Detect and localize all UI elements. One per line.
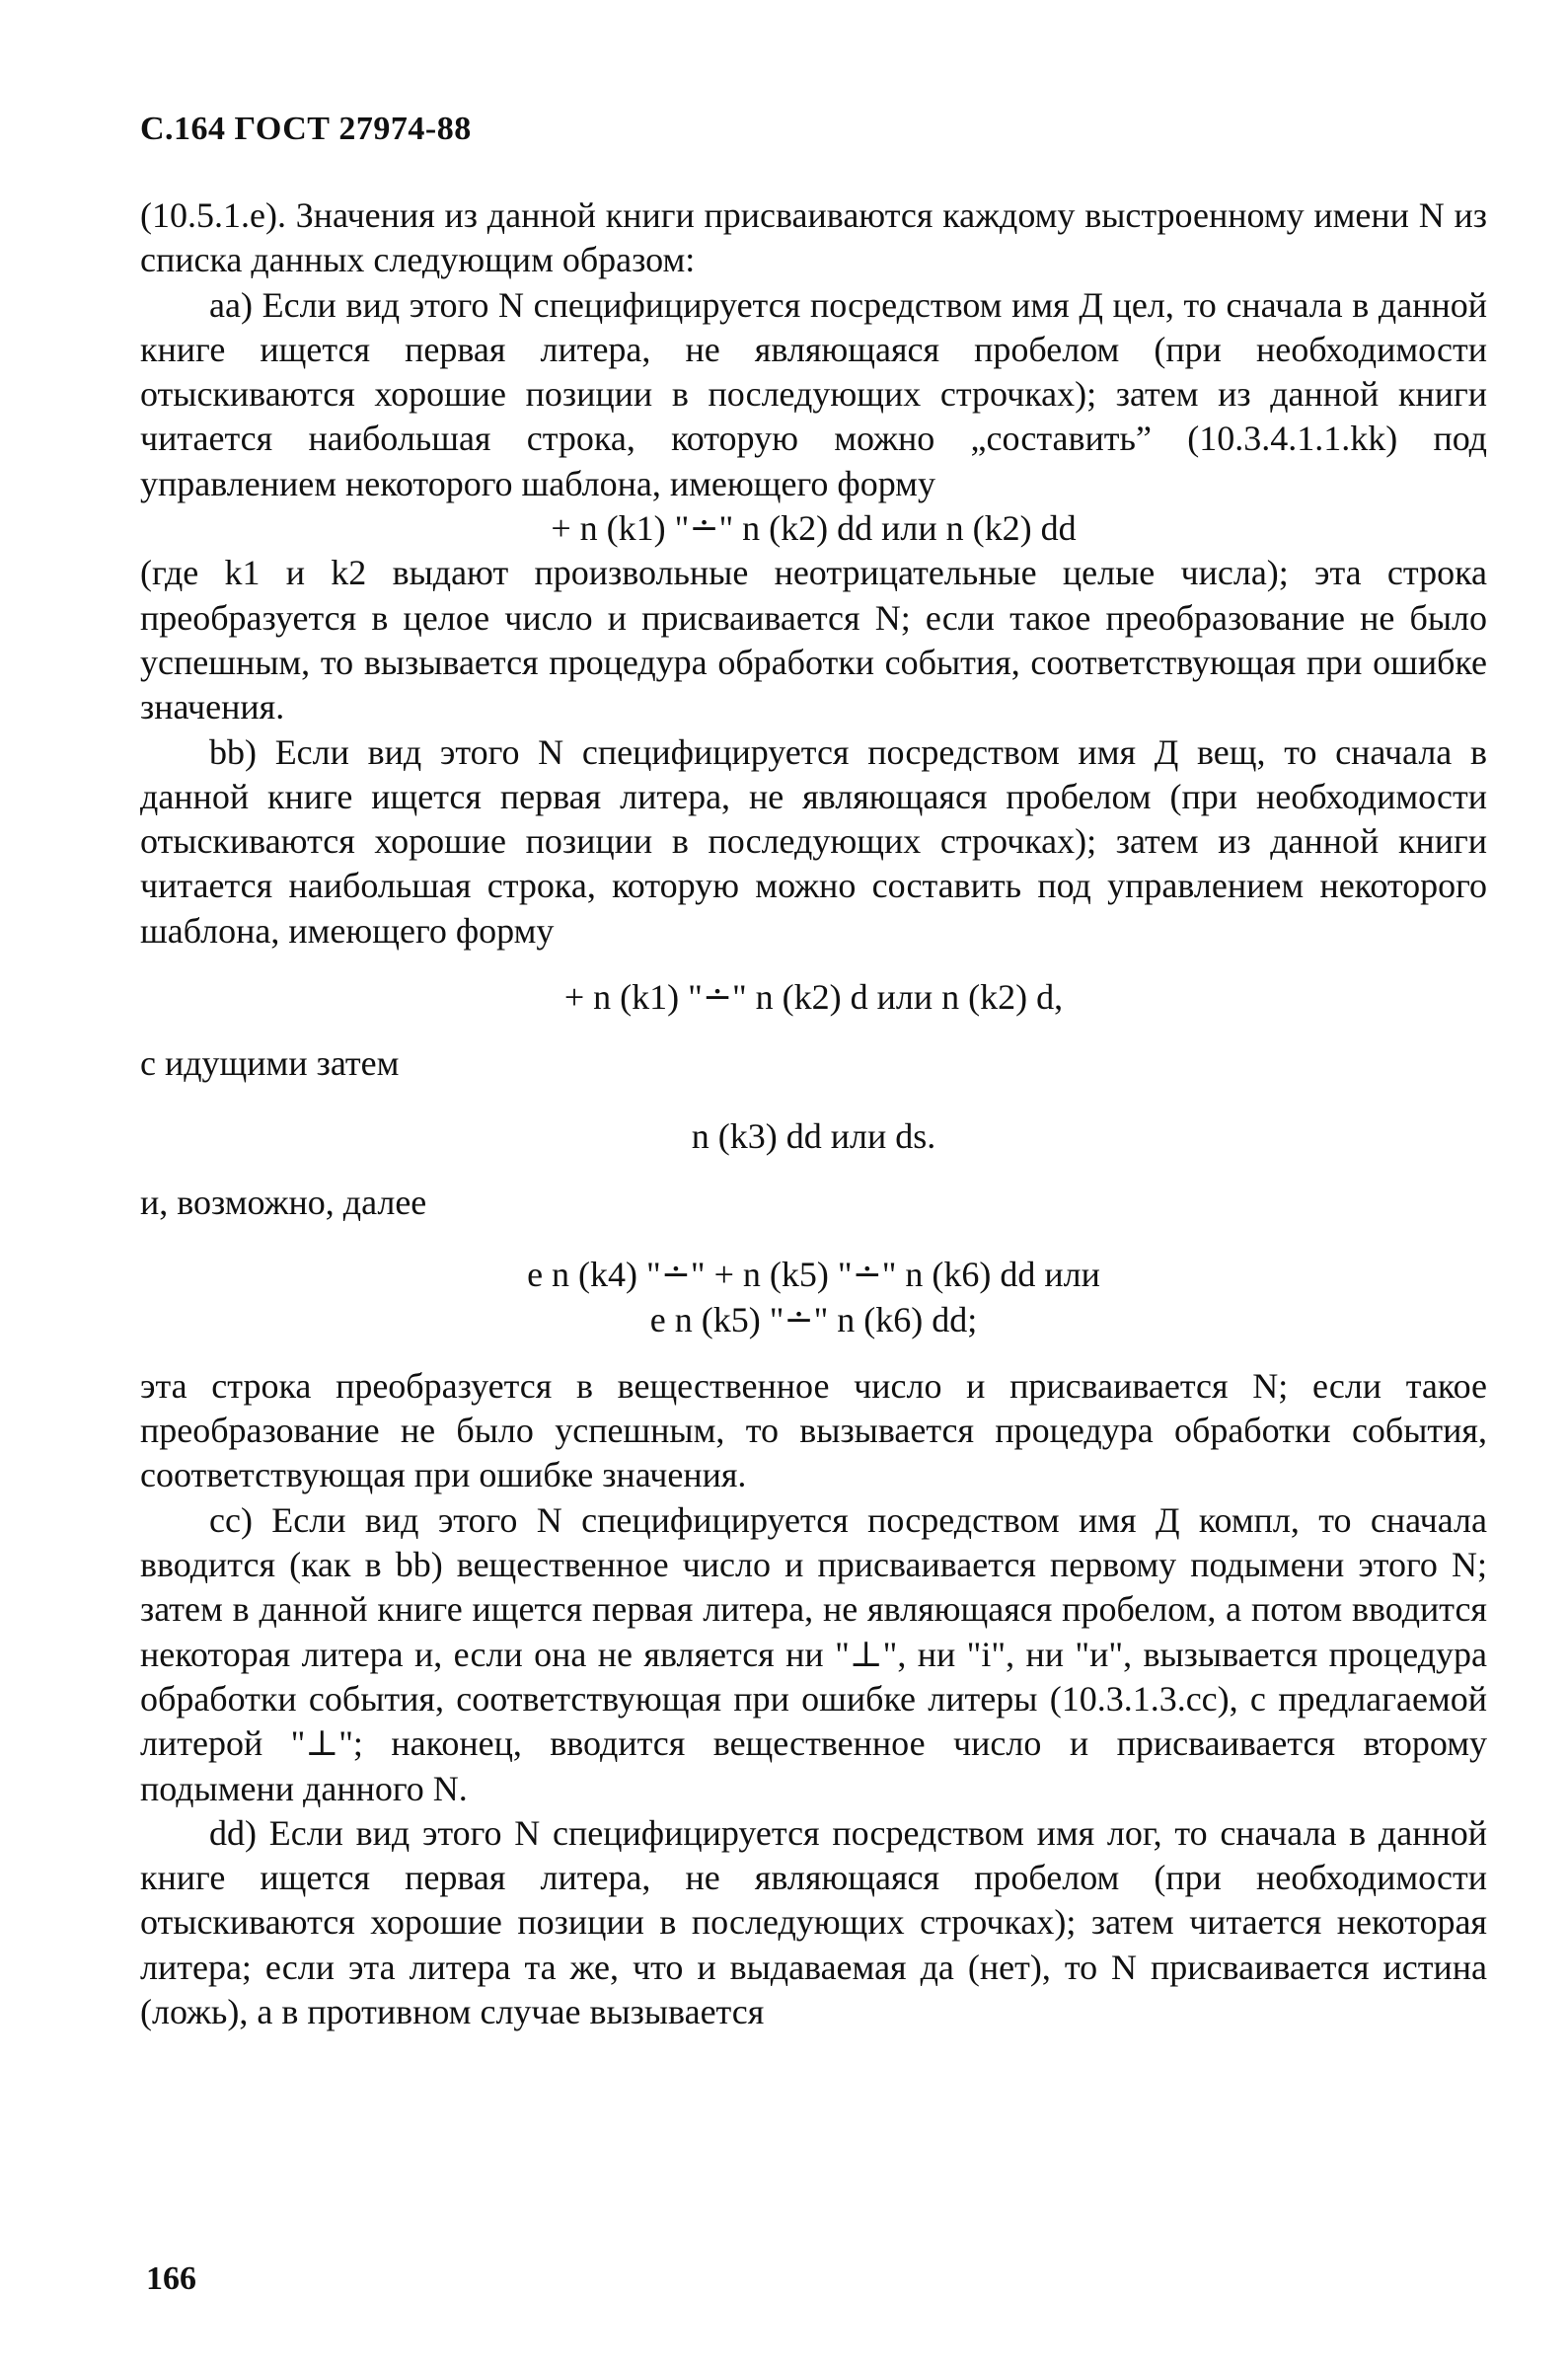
paragraph-bb: bb) Если вид этого N специфицируется посредством имя Д вещ, то сначала в данной книге ищется первая литера, не являющаяся пробелом (при необходимости отыскиваются хорошие позиции в последующих строчках); затем из данной книги читается наибольшая строка, которую можно составить под управлением некоторого шаблона, имеющего форму: [140, 731, 1487, 951]
paragraph-cc: cc) Если вид этого N специфицируется посредством имя Д компл, то сначала вводится (как в bb) вещественное число и присваивается первому подымени этого N; затем в данной книге ищется первая литера, не являющаяся пробелом, а потом вводится некоторая литера и, если она не является ни "⊥", ни "i", ни "и", вызывается процедура обработки события, соответствующая при ошибке литеры (10.3.1.3.cc), с предлагаемой литерой "⊥"; наконец, вводится вещественное число и присваивается второму подымени данного N.: [140, 1499, 1487, 1808]
paragraph-intro: (10.5.1.е). Значения из данной книги присваиваются каждому выстроенному имени N из списка данных следующим образом:: [140, 195, 1487, 280]
paragraph-aa: аа) Если вид этого N специфицируется посредством имя Д цел, то сначала в данной книге ищется первая литера, не являющаяся пробелом (при необходимости отыскиваются хорошие позиции в последующих строчках); затем из данной книги читается наибольшая строка, которую можно „составить” (10.3.4.1.1.kk) под управлением некоторого шаблона, имеющего форму: [140, 284, 1487, 503]
formula-aa: + n (k1) "∸" n (k2) dd или n (k2) dd: [551, 508, 1077, 549]
formula-bb-4: e n (k5) "∸" n (k6) dd;: [649, 1299, 978, 1339]
formula-bb-1: + n (k1) "∸" n (k2) d или n (k2) d,: [563, 977, 1064, 1018]
text-bb-further: и, возможно, далее: [140, 1182, 427, 1222]
paragraph-dd: dd) Если вид этого N специфицируется посредством имя лог, то сначала в данной книге ищется первая литера, не являющаяся пробелом (при необходимости отыскиваются хорошие позиции в последующих строчках); затем читается некоторая литера; если эта литера та же, что и выдаваемая да (нет), то N присваивается истина (ложь), а в противном случае вызывается: [140, 1812, 1487, 2031]
body-text: [140, 193, 1487, 2034]
formula-bb-3: e n (k4) "∸" + n (k5) "∸" n (k6) dd или: [527, 1255, 1100, 1295]
paragraph-aa-continued: (где k1 и k2 выдают произвольные неотрицательные целые числа); эта строка преобразуется в целое число и присваивается N; если такое преобразование не было успешным, то вызывается процедура обработки события, соответствующая при ошибке значения.: [140, 553, 1487, 727]
formula-bb-2: n (k3) dd или ds.: [691, 1115, 936, 1156]
text-bb-then: с идущими затем: [140, 1043, 400, 1084]
page-number: 166: [146, 2260, 196, 2297]
paragraph-bb-continued: эта строка преобразуется в вещественное число и присваивается N; если такое преобразование не было успешным, то вызывается процедура обработки события, соответствующая при ошибке значения.: [140, 1365, 1487, 1495]
page-header: С.164 ГОСТ 27974-88: [140, 111, 472, 147]
